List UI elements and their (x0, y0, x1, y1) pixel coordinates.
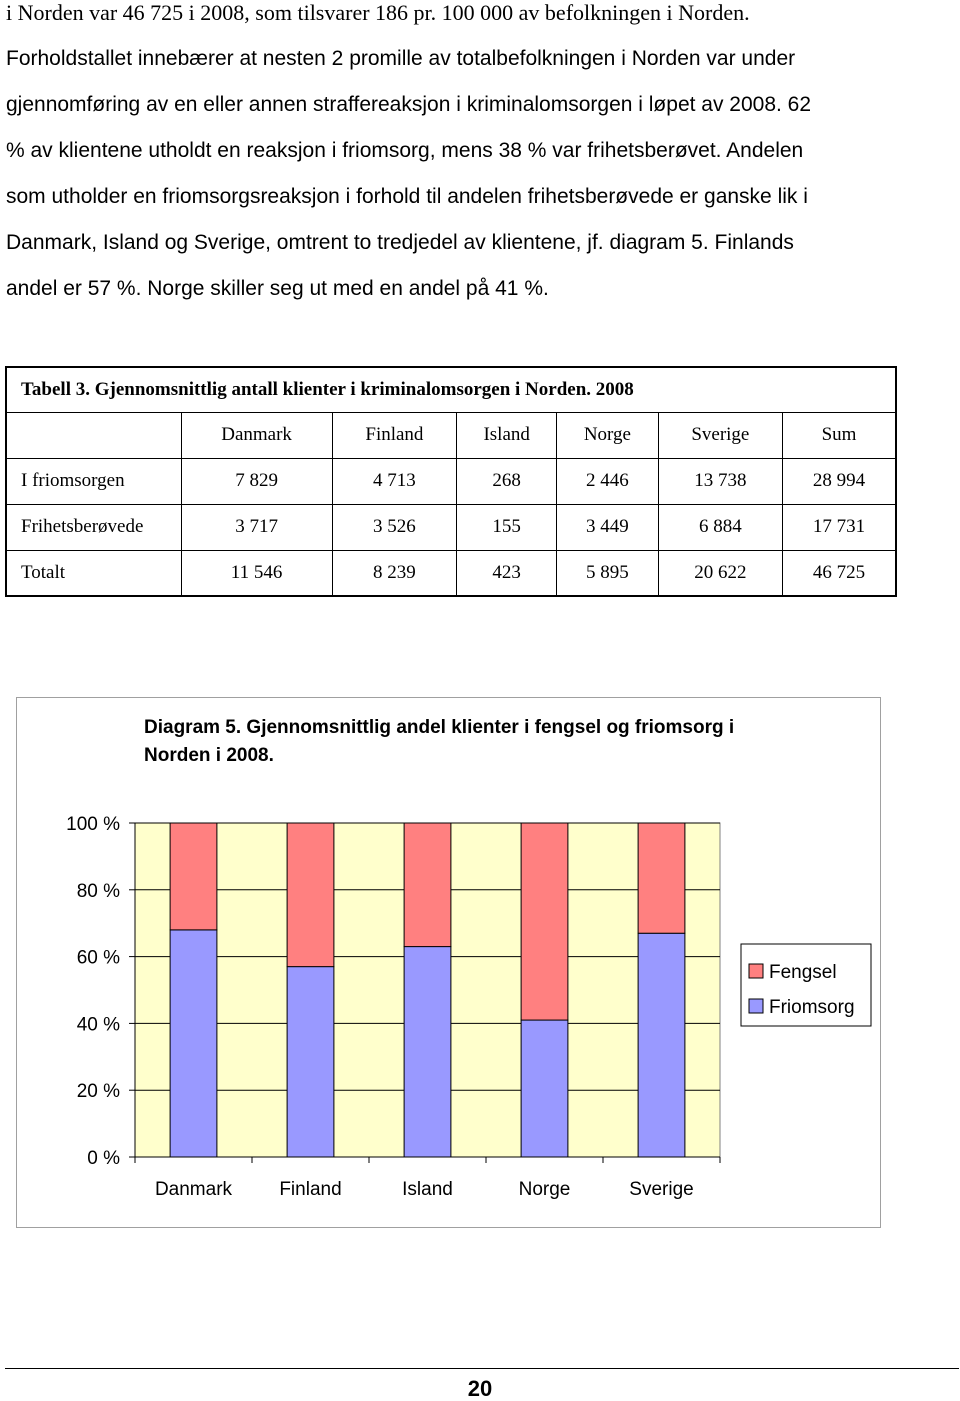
table-cell: 20 622 (658, 550, 782, 596)
x-tick-label: Danmark (154, 1179, 233, 1200)
bar-segment-fengsel (404, 823, 451, 947)
legend-label: Friomsorg (769, 997, 855, 1018)
table-header-cell: Sum (783, 412, 896, 458)
table-cell: 46 725 (783, 550, 896, 596)
table-header-cell: Finland (332, 412, 457, 458)
table-cell: 7 829 (181, 458, 332, 504)
table-cell: 4 713 (332, 458, 457, 504)
page-number: 20 (467, 1376, 493, 1401)
bar-segment-friomsorg (170, 930, 217, 1157)
chart-title: Diagram 5. Gjennomsnittlig andel klienter i fengsel og friomsorg i Norden i 2008. (144, 717, 735, 766)
y-tick-label: 40 % (76, 1014, 120, 1036)
table-cell: 8 239 (332, 550, 457, 596)
paragraph-line: i Norden var 46 725 i 2008, som tilsvarer 186 pr. 100 000 av befolkningen i Norden. (6, 0, 750, 25)
x-tick-label: Norge (518, 1179, 571, 1200)
table-cell: 268 (457, 458, 557, 504)
bar-segment-fengsel (638, 823, 685, 933)
table-row-label: I friomsorgen (6, 458, 181, 504)
table-header-cell: Sverige (658, 412, 782, 458)
bar-segment-fengsel (170, 823, 217, 930)
legend-swatch-friomsorg (749, 999, 763, 1013)
paragraph-line: som utholder en friomsorgsreaksjon i forhold til andelen frihetsberøvede er ganske lik i (6, 185, 808, 208)
paragraph-line: Forholdstallet innebærer at nesten 2 promille av totalbefolkningen i Norden var under (6, 47, 796, 70)
table-cell: 155 (457, 504, 557, 550)
table-header-cell: Norge (557, 412, 658, 458)
table-cell: 423 (457, 550, 557, 596)
bar-segment-fengsel (287, 823, 334, 967)
y-tick-label: 0 % (87, 1148, 120, 1169)
paragraph-line: % av klientene utholdt en reaksjon i friomsorg, mens 38 % var frihetsberøvet. Andelen (6, 139, 804, 162)
bar-segment-friomsorg (638, 933, 685, 1157)
table-cell: 2 446 (557, 458, 658, 504)
legend-label: Fengsel (769, 962, 837, 983)
table-header-cell: Island (457, 412, 557, 458)
paragraph-line: gjennomføring av en eller annen straffereaksjon i kriminalomsorgen i løpet av 2008. 62 (6, 93, 812, 116)
table-caption: Tabell 3. Gjennomsnittlig antall klienter i kriminalomsorgen i Norden. 2008 (6, 367, 896, 412)
legend-swatch-fengsel (749, 964, 763, 978)
table-cell: 3 449 (557, 504, 658, 550)
x-tick-label: Finland (279, 1179, 342, 1200)
footer-rule (5, 1368, 959, 1369)
table-cell: 13 738 (658, 458, 782, 504)
x-tick-label: Island (402, 1179, 453, 1200)
paragraph-line: Danmark, Island og Sverige, omtrent to tredjedel av klientene, jf. diagram 5. Finlands (6, 231, 794, 254)
y-tick-label: 20 % (76, 1081, 120, 1103)
x-tick-label: Sverige (629, 1179, 694, 1200)
table-header-cell: Danmark (181, 412, 332, 458)
y-tick-label: 100 % (66, 814, 120, 835)
y-tick-label: 80 % (76, 880, 120, 902)
table-row-label: Frihetsberøvede (6, 504, 181, 550)
y-tick-label: 60 % (76, 947, 120, 969)
bar-segment-friomsorg (404, 947, 451, 1157)
table-cell: 3 526 (332, 504, 457, 550)
paragraph-line: andel er 57 %. Norge skiller seg ut med en andel på 41 %. (6, 277, 549, 300)
bar-segment-fengsel (521, 823, 568, 1020)
table-cell: 11 546 (181, 550, 332, 596)
bar-segment-friomsorg (287, 967, 334, 1157)
table-cell: 17 731 (783, 504, 896, 550)
bar-segment-friomsorg (521, 1020, 568, 1157)
table-cell: 3 717 (181, 504, 332, 550)
table-cell: 28 994 (783, 458, 896, 504)
table-cell: 5 895 (557, 550, 658, 596)
table-row-label: Totalt (6, 550, 181, 596)
table-cell: 6 884 (658, 504, 782, 550)
